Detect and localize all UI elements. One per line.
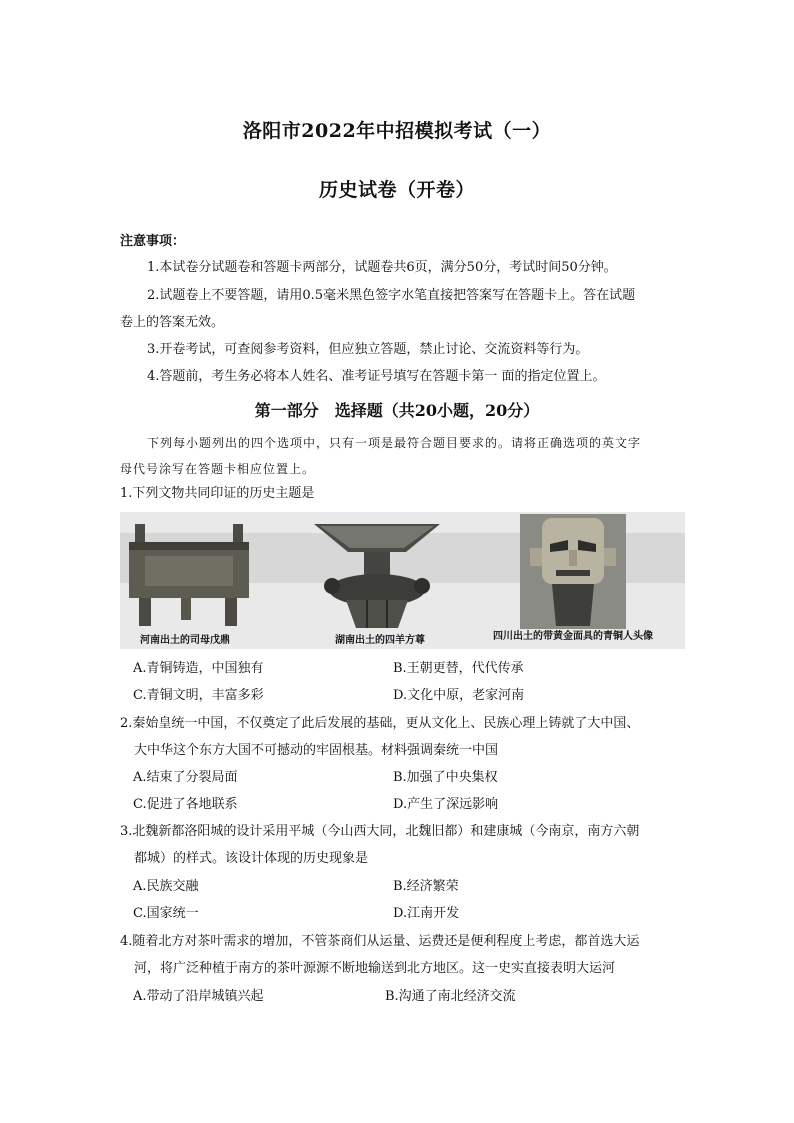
caption-four-ram-zun: 湖南出土的四羊方尊: [335, 635, 425, 646]
q1-option-b: B.王朝更替，代代传承: [393, 661, 524, 676]
q2-stem-line2: 大中华这个东方大国不可撼动的牢固根基。材料强调秦统一中国: [134, 743, 499, 758]
note-item-1: 1.本试卷分试题卷和答题卡两部分，试题卷共6页，满分50分，考试时间50分钟。: [147, 260, 617, 275]
q2-option-b: B.加强了中央集权: [393, 770, 498, 785]
notes-heading: 注意事项：: [120, 234, 186, 249]
q2-option-a: A.结束了分裂局面: [133, 770, 238, 785]
q4-option-b: B.沟通了南北经济交流: [385, 989, 516, 1004]
q3-option-b: B.经济繁荣: [393, 879, 459, 894]
q4-stem-line1: 4.随着北方对茶叶需求的增加，不管茶商们从运量、运费还是便利程度上考虑，都首选大运: [120, 934, 640, 949]
q3-stem-line1: 3.北魏新都洛阳城的设计采用平城（今山西大同，北魏旧都）和建康城（今南京，南方六朝: [120, 824, 640, 839]
note-item-3: 3.开卷考试，可查阅参考资料，但应独立答题，禁止讨论、交流资料等行为。: [147, 342, 589, 357]
caption-simuwu-ding: 河南出土的司母戊鼎: [140, 635, 230, 646]
bronze-head-image: [520, 514, 626, 629]
q1-stem: 1.下列文物共同印证的历史主题是: [120, 486, 315, 501]
part1-instruction-2: 母代号涂写在答题卡相应位置上。: [120, 462, 316, 476]
exam-subtitle: 历史试卷（开卷）: [318, 179, 475, 201]
q3-option-c: C.国家统一: [133, 906, 199, 921]
q2-stem-line1: 2.秦始皇统一中国，不仅奠定了此后发展的基础，更从文化上、民族心理上铸就了大中国、: [120, 716, 640, 731]
note-item-2-cont: 卷上的答案无效。: [120, 315, 225, 330]
four-ram-zun-image: [312, 520, 442, 630]
exam-title: 洛阳市2022年中招模拟考试（一）: [242, 120, 552, 142]
q3-option-d: D.江南开发: [393, 906, 460, 921]
part1-instruction-1: 下列每小题列出的四个选项中，只有一项是最符合题目要求的。请将正确选项的英文字: [147, 436, 642, 450]
q3-option-a: A.民族交融: [133, 879, 199, 894]
q4-stem-line2: 河，将广泛种植于南方的茶叶源源不断地输送到北方地区。这一史实直接表明大运河: [134, 961, 616, 976]
part1-heading: 第一部分 选择题（共20小题，20分）: [254, 401, 540, 420]
caption-bronze-head: 四川出土的带黄金面具的青铜人头像: [493, 631, 653, 642]
q2-option-d: D.产生了深远影响: [393, 797, 499, 812]
note-item-4: 4.答题前，考生务必将本人姓名、准考证号填写在答题卡第一 面的指定位置上。: [147, 369, 606, 384]
q2-option-c: C.促进了各地联系: [133, 797, 238, 812]
q1-option-d: D.文化中原，老家河南: [393, 688, 525, 703]
simuwu-ding-image: [125, 518, 255, 628]
note-item-2: 2.试题卷上不要答题，请用0.5毫米黑色签字水笔直接把答案写在答题卡上。答在试题: [147, 288, 636, 303]
q1-option-c: C.青铜文明，丰富多彩: [133, 688, 264, 703]
q1-option-a: A.青铜铸造，中国独有: [133, 661, 264, 676]
q4-option-a: A.带动了沿岸城镇兴起: [133, 989, 264, 1004]
q3-stem-line2: 都城）的样式。该设计体现的历史现象是: [134, 851, 369, 866]
